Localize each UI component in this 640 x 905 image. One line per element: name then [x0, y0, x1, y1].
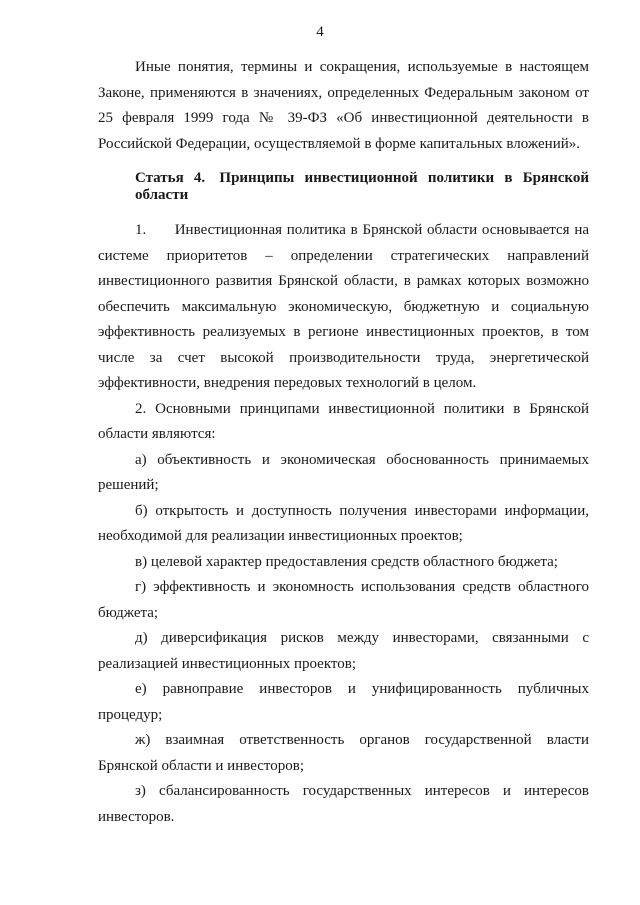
principle-d: г) эффективность и экономность использования средств областного бюджета; — [98, 579, 589, 621]
paragraph-2: 2. Основными принципами инвестиционной политики в Брянской области являются: — [98, 400, 589, 442]
principle-f: е) равноправие инвесторов и унифицированность публичных процедур; — [98, 681, 589, 723]
principle-a: а) объективность и экономическая обоснованность принимаемых решений; — [98, 451, 589, 493]
intro-paragraph: Иные понятия, термины и сокращения, используемые в настоящем Законе, применяются в значениях, определенных Федеральным законом от 25 февраля 1999 года № 39-ФЗ «Об инвестиционной деятельности в Российской Федерации, осуществляемой в форме капитальных вложений». — [98, 59, 589, 152]
article-label: Статья 4. — [135, 170, 206, 186]
article-heading — [98, 170, 589, 204]
principle-h: з) сбалансированность государственных интересов и интересов инвесторов. — [98, 783, 589, 825]
principle-g: ж) взаимная ответственность органов государственной власти Брянской области и инвесторов; — [98, 732, 589, 774]
page-number: 4 — [316, 24, 324, 40]
principle-e: д) диверсификация рисков между инвесторами, связанными с реализацией инвестиционных проектов; — [98, 630, 589, 672]
principle-c: в) целевой характер предоставления средств областного бюджета; — [135, 553, 558, 570]
principle-b: б) открытость и доступность получения инвесторами информации, необходимой для реализации инвестиционных проектов; — [98, 502, 589, 544]
paragraph-1: 1. Инвестиционная политика в Брянской области основывается на системе приоритетов – определении стратегических направлений инвестиционного развития Брянской области, в рамках которых возможно обеспечить максимальную экономическую, бюджетную и социальную эффективность реализуемых в регионе инвестиционных проектов, в том числе за счет высокой производительности труда, энергетической эффективности, внедрения передовых технологий в целом. — [98, 222, 593, 391]
document-body — [98, 55, 593, 830]
article-title: Принципы инвестиционной политики в Брянской области — [135, 170, 589, 203]
